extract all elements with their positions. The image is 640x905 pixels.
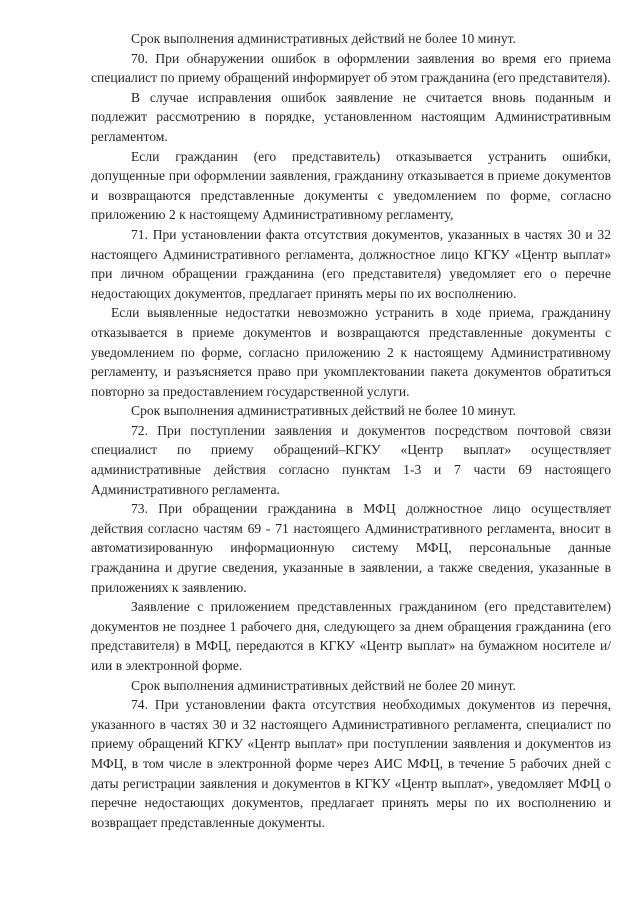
paragraph-deadline-20-min: Срок выполнения административных действий не более 20 минут. (131, 677, 516, 693)
paragraph-74: 74. При установлении факта отсутствия необходимых документов из перечня, указанного в частях 30 и 32 настоящего Административного регламента, специалист по приему обращений КГКУ «Центр выплат» при поступлении заявления и документов из МФЦ, в том числе в электронной форме через АИС МФЦ, в течение 5 рабочих дней с даты регистрации заявления и документов в КГКУ «Центр выплат», уведомляет МФЦ о перечне недостающих документов, предлагает принять меры по их восполнению и возвращает представленные документы. (91, 697, 611, 830)
paragraph-70-refusal: Если гражданин (его представитель) отказывается устранить ошибки, допущенные при оформлении заявления, гражданину отказывается в приеме документов и возвращаются представленные документы с уведомлением по форме, согласно приложению 2 к настоящему Административному регламенту, (91, 148, 611, 223)
document-page (91, 29, 611, 832)
paragraph-70: 70. При обнаружении ошибок в оформлении заявления во время его приема специалист по приему обращений информирует об этом гражданина (его представителя). (91, 50, 611, 86)
paragraph-71: 71. При установлении факта отсутствия документов, указанных в частях 30 и 32 настоящего Административного регламента, должностное лицо КГКУ «Центр выплат» при личном обращении гражданина (его представителя) уведомляет его о перечне недостающих документов, предлагает принять меры по их восполнению. (91, 226, 611, 301)
paragraph-71-refusal: Если выявленные недостатки невозможно устранить в ходе приема, гражданину отказывается в приеме документов и возвращаются представленные документы с уведомлением по форме, согласно приложению 2 к настоящему Административному регламенту, и разъясняется право при укомплектовании пакета документов обратиться повторно за предоставлением государственной услуги. (91, 305, 611, 399)
paragraph-73-transfer: Заявление с приложением представленных гражданином (его представителем) документов не позднее 1 рабочего дня, следующего за днем обращения гражданина (его представителя) в МФЦ, передаются в КГКУ «Центр выплат» на бумажном носителе и/или в электронной форме. (91, 599, 611, 673)
paragraph-deadline-10-min-2: Срок выполнения административных действий не более 10 минут. (131, 403, 516, 419)
paragraph-73: 73. При обращении гражданина в МФЦ должностное лицо осуществляет действия согласно частям 69 - 71 настоящего Административного регламента, вносит в автоматизированную информационную систему МФЦ, персональные данные гражданина и другие сведения, указанные в заявлении, а также сведения, указанные в приложениях к заявлению. (91, 501, 611, 595)
paragraph-deadline-10-min-1: Срок выполнения административных действий не более 10 минут. (131, 31, 516, 46)
paragraph-70-correction: В случае исправления ошибок заявление не считается вновь поданным и подлежит рассмотрению в порядке, установленном настоящим Административным регламентом. (91, 89, 611, 144)
paragraph-72: 72. При поступлении заявления и документов посредством почтовой связи специалист по приему обращений–КГКУ «Центр выплат» осуществляет административные действия согласно пунктам 1-3 и 7 части 69 настоящего Административного регламента. (91, 422, 611, 497)
